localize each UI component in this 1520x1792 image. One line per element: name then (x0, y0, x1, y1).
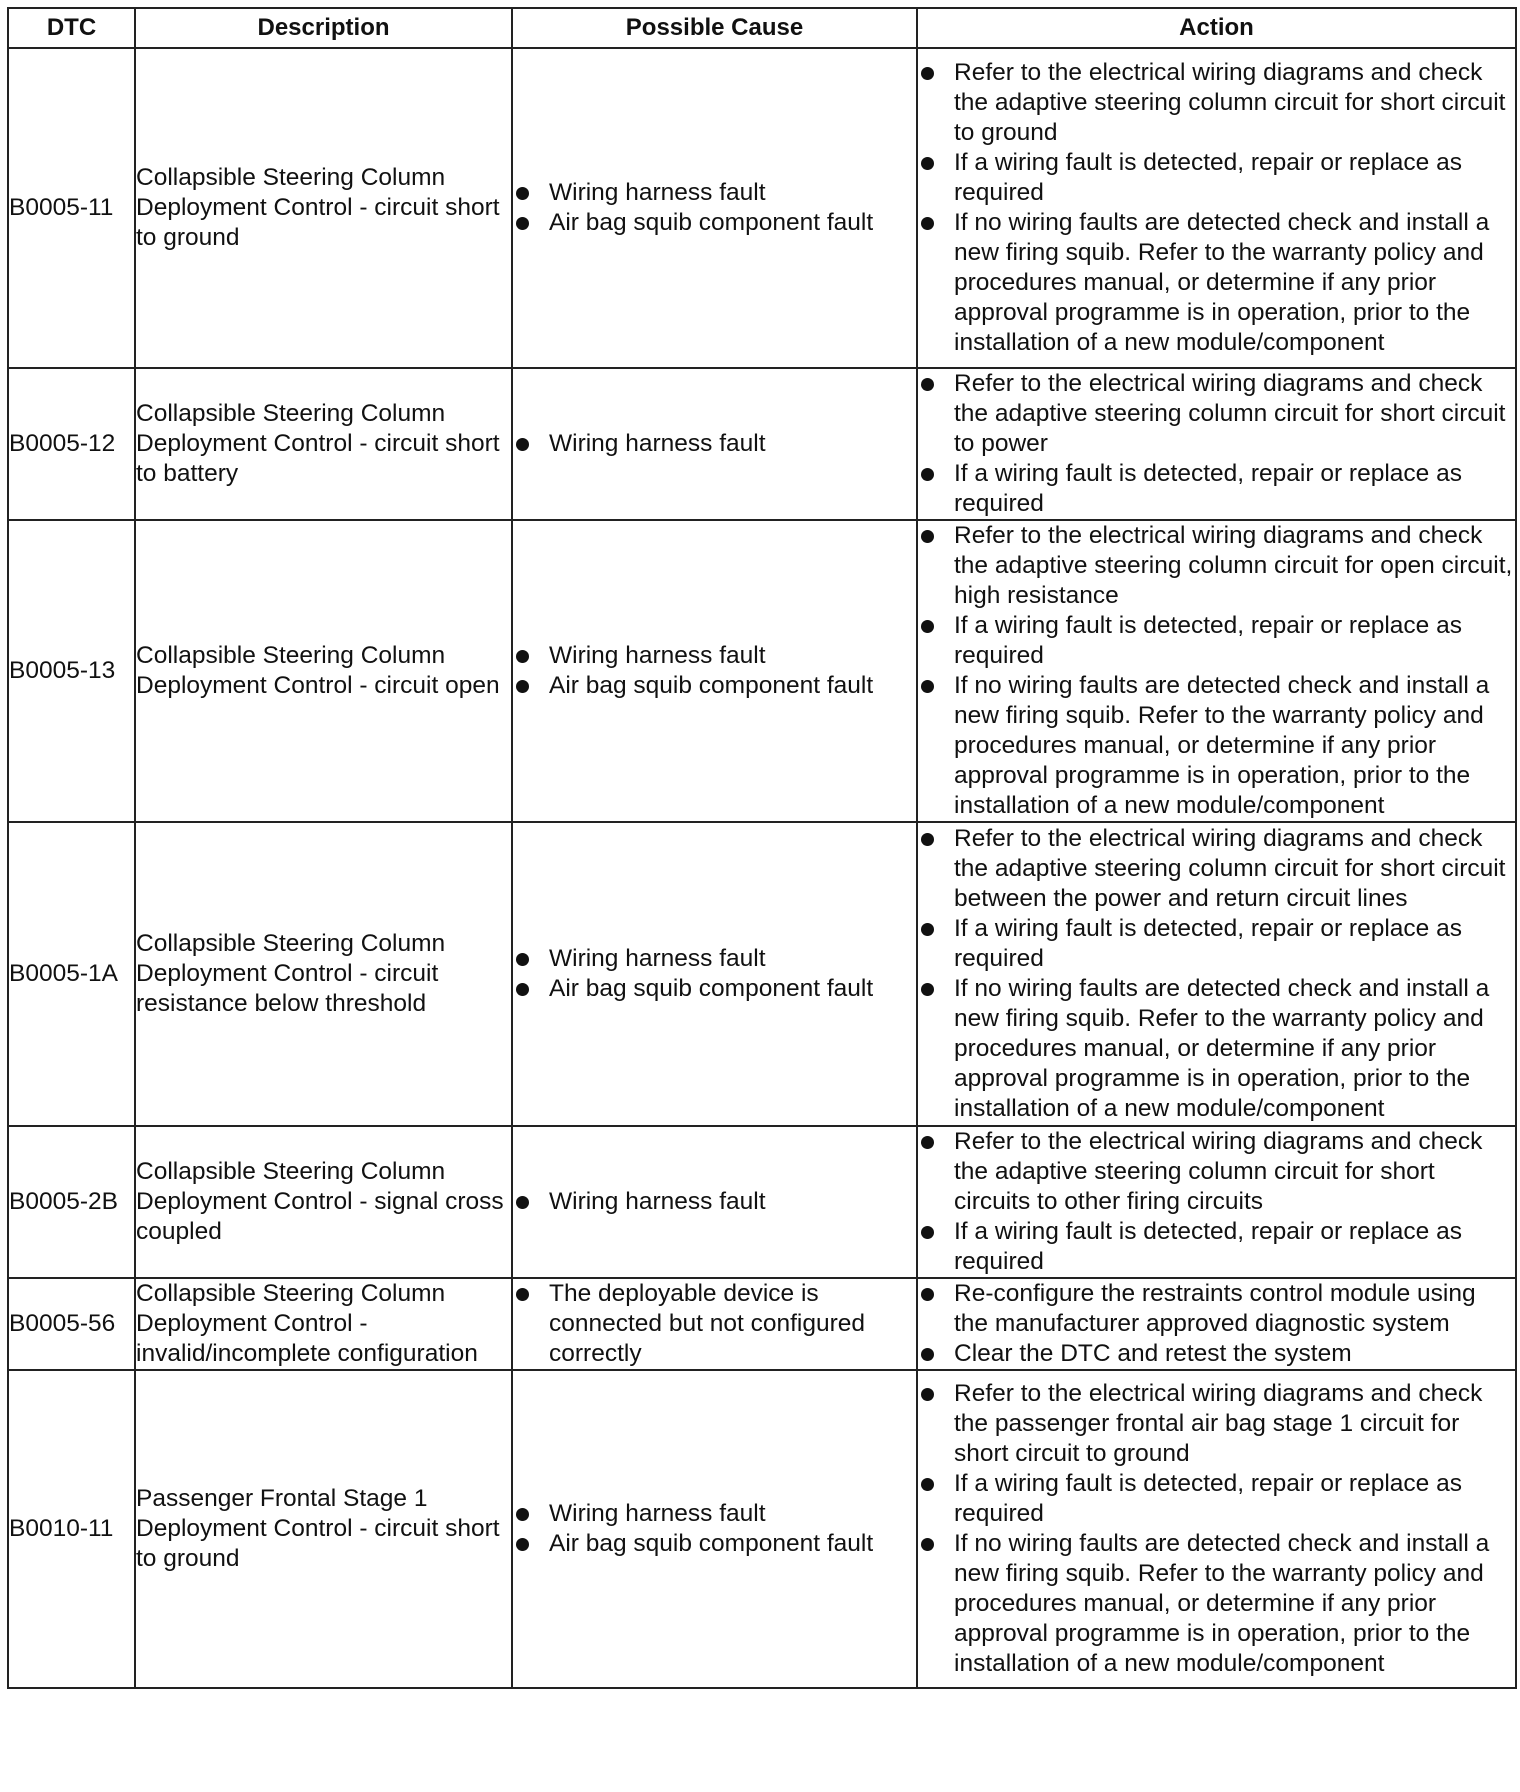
table-row (8, 48, 1516, 368)
dtc-table (7, 7, 1517, 1689)
action-cell (917, 48, 1516, 368)
action-item: Refer to the electrical wiring diagrams and check the adaptive steering column circuit for short circuit between the power and return circuit lines (918, 824, 1515, 914)
dtc-code: B0005-56 (8, 1278, 135, 1370)
bullet-icon (921, 833, 934, 846)
action-item: Refer to the electrical wiring diagrams and check the passenger frontal air bag stage 1 circuit for short circuit to ground (918, 1379, 1515, 1469)
dtc-code: B0005-1A (8, 822, 135, 1126)
action-list (918, 369, 1515, 519)
bullet-icon (921, 1478, 934, 1491)
action-item: Refer to the electrical wiring diagrams and check the adaptive steering column circuit for open circuit, high resistance (918, 521, 1515, 611)
header-possible-cause: Possible Cause (512, 8, 917, 48)
dtc-code: B0005-2B (8, 1126, 135, 1278)
action-item: If a wiring fault is detected, repair or replace as required (918, 914, 1515, 974)
bullet-icon (516, 983, 529, 996)
possible-cause-cell (512, 1370, 917, 1688)
bullet-icon (516, 1508, 529, 1521)
bullet-icon (516, 1538, 529, 1551)
action-cell (917, 1278, 1516, 1370)
header-dtc: DTC (8, 8, 135, 48)
bullet-icon (921, 1136, 934, 1149)
bullet-icon (921, 217, 934, 230)
bullet-icon (516, 1196, 529, 1209)
description-cell (135, 48, 512, 368)
bullet-icon (921, 1538, 934, 1551)
action-item: Refer to the electrical wiring diagrams and check the adaptive steering column circuit for short circuit to ground (918, 58, 1515, 148)
bullet-icon (516, 680, 529, 693)
bullet-icon (921, 67, 934, 80)
description-cell (135, 520, 512, 822)
table-row (8, 1370, 1516, 1688)
table-row (8, 822, 1516, 1126)
cause-list (513, 641, 916, 701)
cause-item: Wiring harness fault (513, 641, 916, 671)
possible-cause-cell (512, 1278, 917, 1370)
dtc-code: B0005-11 (8, 48, 135, 368)
bullet-icon (921, 157, 934, 170)
cause-item: Air bag squib component fault (513, 1529, 916, 1559)
bullet-icon (516, 953, 529, 966)
bullet-icon (921, 468, 934, 481)
bullet-icon (921, 530, 934, 543)
action-list (918, 1127, 1515, 1277)
cause-list (513, 1187, 916, 1217)
action-item: If a wiring fault is detected, repair or replace as required (918, 611, 1515, 671)
bullet-icon (516, 1288, 529, 1301)
cause-item: Wiring harness fault (513, 1499, 916, 1529)
table-row (8, 1278, 1516, 1370)
cause-list (513, 178, 916, 238)
cause-list (513, 1499, 916, 1559)
header-action: Action (917, 8, 1516, 48)
bullet-icon (921, 620, 934, 633)
bullet-icon (921, 1226, 934, 1239)
action-item: Re-configure the restraints control module using the manufacturer approved diagnostic system (918, 1279, 1515, 1339)
description-cell (135, 1370, 512, 1688)
description-cell (135, 1126, 512, 1278)
bullet-icon (921, 378, 934, 391)
cause-item: Wiring harness fault (513, 178, 916, 208)
description-text: Collapsible Steering Column Deployment Control - circuit short to battery (136, 400, 500, 487)
dtc-code: B0005-12 (8, 368, 135, 520)
action-list (918, 521, 1515, 821)
action-item: Refer to the electrical wiring diagrams and check the adaptive steering column circuit for short circuit to power (918, 369, 1515, 459)
action-list (918, 824, 1515, 1124)
cause-item: The deployable device is connected but not configured correctly (513, 1279, 916, 1369)
action-cell (917, 1370, 1516, 1688)
action-item: If no wiring faults are detected check and install a new firing squib. Refer to the warranty policy and procedures manual, or determine if any prior approval programme is in operation, prior to the installation of a new module/component (918, 208, 1515, 358)
action-item: If no wiring faults are detected check and install a new firing squib. Refer to the warranty policy and procedures manual, or determine if any prior approval programme is in operation, prior to the installation of a new module/component (918, 671, 1515, 821)
action-item: Refer to the electrical wiring diagrams and check the adaptive steering column circuit for short circuits to other firing circuits (918, 1127, 1515, 1217)
cause-item: Wiring harness fault (513, 944, 916, 974)
description-text: Collapsible Steering Column Deployment Control - signal cross coupled (136, 1158, 504, 1245)
table-row (8, 520, 1516, 822)
action-list (918, 58, 1515, 358)
description-text: Collapsible Steering Column Deployment Control - invalid/incomplete configuration (136, 1280, 478, 1367)
description-text: Collapsible Steering Column Deployment Control - circuit resistance below threshold (136, 930, 446, 1017)
bullet-icon (516, 187, 529, 200)
action-item: Clear the DTC and retest the system (918, 1339, 1515, 1369)
action-item: If a wiring fault is detected, repair or replace as required (918, 1469, 1515, 1529)
bullet-icon (921, 680, 934, 693)
dtc-code: B0005-13 (8, 520, 135, 822)
description-text: Collapsible Steering Column Deployment Control - circuit short to ground (136, 164, 500, 251)
cause-item: Wiring harness fault (513, 429, 916, 459)
possible-cause-cell (512, 822, 917, 1126)
bullet-icon (921, 983, 934, 996)
action-cell (917, 520, 1516, 822)
possible-cause-cell (512, 1126, 917, 1278)
description-cell (135, 822, 512, 1126)
description-text: Collapsible Steering Column Deployment Control - circuit open (136, 642, 500, 699)
action-list (918, 1379, 1515, 1679)
action-item: If a wiring fault is detected, repair or replace as required (918, 148, 1515, 208)
action-item: If a wiring fault is detected, repair or replace as required (918, 1217, 1515, 1277)
cause-item: Air bag squib component fault (513, 671, 916, 701)
action-item: If a wiring fault is detected, repair or replace as required (918, 459, 1515, 519)
bullet-icon (516, 217, 529, 230)
cause-item: Air bag squib component fault (513, 974, 916, 1004)
description-cell (135, 368, 512, 520)
dtc-code: B0010-11 (8, 1370, 135, 1688)
header-description: Description (135, 8, 512, 48)
cause-item: Wiring harness fault (513, 1187, 916, 1217)
action-item: If no wiring faults are detected check and install a new firing squib. Refer to the warranty policy and procedures manual, or determine if any prior approval programme is in operation, prior to the installation of a new module/component (918, 1529, 1515, 1679)
bullet-icon (921, 1348, 934, 1361)
header-row (8, 8, 1516, 48)
action-cell (917, 1126, 1516, 1278)
possible-cause-cell (512, 48, 917, 368)
table-row (8, 1126, 1516, 1278)
bullet-icon (921, 1388, 934, 1401)
description-text: Passenger Frontal Stage 1 Deployment Control - circuit short to ground (136, 1485, 500, 1572)
cause-item: Air bag squib component fault (513, 208, 916, 238)
cause-list (513, 1279, 916, 1369)
bullet-icon (516, 650, 529, 663)
table-row (8, 368, 1516, 520)
cause-list (513, 429, 916, 459)
possible-cause-cell (512, 368, 917, 520)
action-cell (917, 822, 1516, 1126)
bullet-icon (921, 923, 934, 936)
action-item: If no wiring faults are detected check and install a new firing squib. Refer to the warranty policy and procedures manual, or determine if any prior approval programme is in operation, prior to the installation of a new module/component (918, 974, 1515, 1124)
action-cell (917, 368, 1516, 520)
description-cell (135, 1278, 512, 1370)
cause-list (513, 944, 916, 1004)
action-list (918, 1279, 1515, 1369)
bullet-icon (921, 1288, 934, 1301)
bullet-icon (516, 438, 529, 451)
possible-cause-cell (512, 520, 917, 822)
